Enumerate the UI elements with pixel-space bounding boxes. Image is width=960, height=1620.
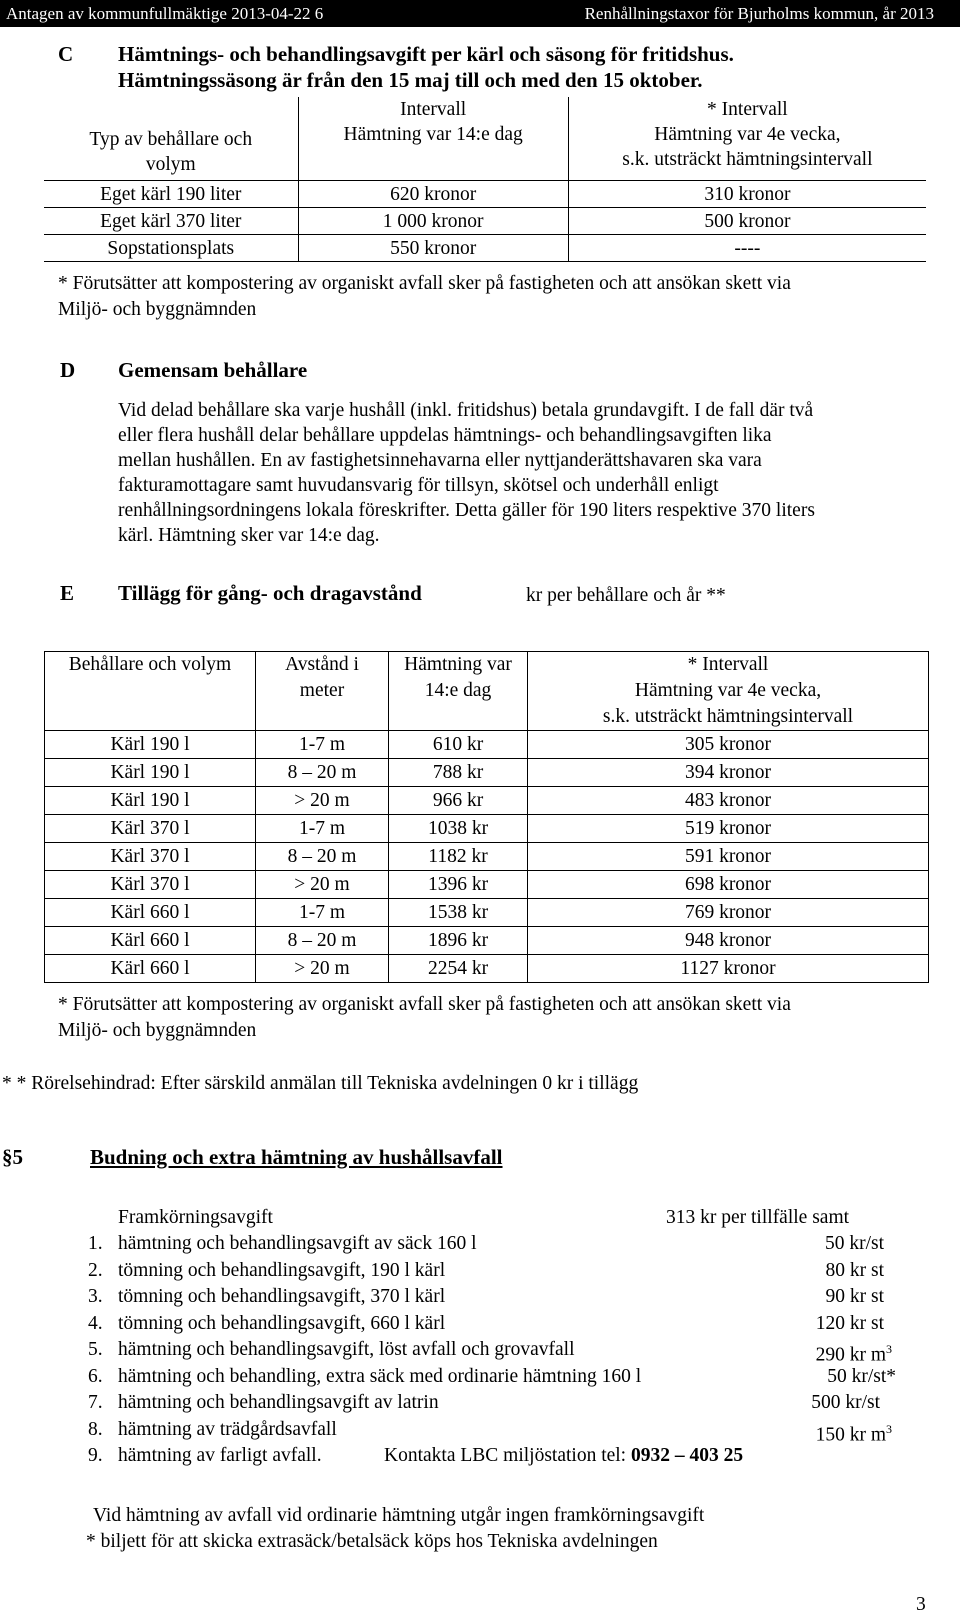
table-row: Sopstationsplats 550 kronor ---- <box>44 235 926 262</box>
section-5-title: Budning och extra hämtning av hushållsavfall <box>90 1145 503 1169</box>
table-row: Kärl 190 l 8 – 20 m 788 kr 394 kronor <box>45 759 929 787</box>
section-c-footnote-line1: * Förutsätter att kompostering av organiskt avfall sker på fastigheten och att ansökan skett via <box>58 273 791 294</box>
list-item: 3. tömning och behandlingsavgift, 370 l kärl 90 kr st <box>88 1286 884 1307</box>
section-d-title: Gemensam behållare <box>118 358 308 382</box>
table-row: Eget kärl 190 liter 620 kronor 310 kronor <box>44 181 926 208</box>
section-e-title: Tillägg för gång- och dragavstånd <box>118 581 422 605</box>
section-e-footnote-line2: Miljö- och byggnämnden <box>58 1020 257 1041</box>
section-symbol-icon: § <box>2 1145 13 1169</box>
col-header-14-day: Hämtning var 14:e dag <box>389 652 528 731</box>
table-row: Kärl 370 l 1-7 m 1038 kr 519 kronor <box>45 815 929 843</box>
section-c-letter: C <box>58 42 74 66</box>
list-item: 4. tömning och behandlingsavgift, 660 l kärl 120 kr st <box>88 1312 884 1334</box>
list-item: 8. hämtning av trädgårdsavfall 150 kr $m^3$ <box>88 1418 892 1445</box>
table-row: Kärl 370 l 8 – 20 m 1182 kr 591 kronor <box>45 843 929 871</box>
col-header-container: Behållare och volym <box>45 652 256 731</box>
section-c-title-line1: Hämtnings- och behandlingsavgift per kärl och säsong för fritidshus. <box>118 42 734 66</box>
list-item: 7. hämtning och behandlingsavgift av latrin 500 kr/st <box>88 1392 880 1413</box>
fee-value: 313 kr per tillfälle samt <box>666 1207 850 1228</box>
table-row: Kärl 660 l 8 – 20 m 1896 kr 948 kronor <box>45 927 929 955</box>
fee-label: Framkörningsavgift <box>118 1207 273 1228</box>
section-c-footnote-line2: Miljö- och byggnämnden <box>58 299 257 320</box>
section-e-footnote-line1: * Förutsätter att kompostering av organiskt avfall sker på fastigheten och att ansökan skett via <box>58 994 791 1015</box>
section-e-subtitle: kr per behållare och år ** <box>526 585 726 606</box>
page-number: 3 <box>916 1594 926 1615</box>
table-row: Kärl 190 l > 20 m 966 kr 483 kronor <box>45 787 929 815</box>
section-e-letter: E <box>60 581 75 605</box>
col-header-extended-interval: * Intervall Hämtning var 4e vecka, s.k. utsträckt hämtningsintervall <box>568 97 926 181</box>
section-e-footnote2: * * Rörelsehindrad: Efter särskild anmälan till Tekniska avdelningen 0 kr i tillägg <box>2 1073 639 1094</box>
section-d-letter: D <box>60 358 76 382</box>
list-item: 5. hämtning och behandlingsavgift, löst avfall och grovavfall 290 kr $m^3$ <box>88 1339 892 1366</box>
section-5-number: 5 <box>12 1145 23 1169</box>
table-header-row <box>45 652 929 731</box>
list-item: 1. hämtning och behandlingsavgift av säck 160 l 50 kr/st <box>88 1233 884 1254</box>
section-c-title-line2: Hämtningssäsong är från den 15 maj till och med den 15 oktober. <box>118 68 703 92</box>
table-row: Kärl 660 l 1-7 m 1538 kr 769 kronor <box>45 899 929 927</box>
col-header-container-type: Typ av behållare och volym <box>44 97 298 181</box>
list-item: 6. hämtning och behandling, extra säck med ordinarie hämtning 160 l 50 kr/st* <box>88 1365 896 1387</box>
header-left-text: Antagen av kommunfullmäktige 2013-04-22 6 <box>6 4 324 23</box>
note-no-fee: Vid hämtning av avfall vid ordinarie hämtning utgår ingen framkörningsavgift <box>93 1505 705 1526</box>
section-c-table <box>44 97 926 262</box>
table-row: Kärl 190 l 1-7 m 610 kr 305 kronor <box>45 731 929 759</box>
section-d-paragraph: Vid delad behållare ska varje hushåll (inkl. fritidshus) betala grundavgift. I de fall där två eller flera hushåll delar behållare uppdelas hämtnings- och behandlingsavgiften lika mellan hushållen. En av fastighetsinnehavarna eller nyttjanderättshavaren ska vara fakturamottagare samt huvudansvarig för tillsyn, skötsel och underhåll enligt renhållningsordningens lokala föreskrifter. Detta gäller för 190 liters respektive 370 liters kärl. Hämtning sker var 14:e dag. <box>118 400 815 546</box>
header-right-text: Renhållningstaxor för Bjurholms kommun, år 2013 <box>584 4 934 23</box>
section-5-heading <box>2 1145 23 1170</box>
table-row: Kärl 370 l > 20 m 1396 kr 698 kronor <box>45 871 929 899</box>
table-header-row <box>44 97 926 181</box>
contact-phone: 0932 – 403 25 <box>630 1445 744 1466</box>
section-e-table <box>44 651 929 983</box>
col-header-interval: Intervall Hämtning var 14:e dag <box>298 97 568 181</box>
col-header-distance: Avstånd i meter <box>256 652 389 731</box>
list-item: 9. hämtning av farligt avfall. Kontakta LBC miljöstation tel: 0932 – 403 25 <box>88 1445 744 1466</box>
col-header-extended: * Intervall Hämtning var 4e vecka, s.k. utsträckt hämtningsintervall <box>528 652 929 731</box>
page-header <box>0 0 960 27</box>
list-item: 2. tömning och behandlingsavgift, 190 l kärl 80 kr st <box>88 1259 884 1281</box>
table-row: Eget kärl 370 liter 1 000 kronor 500 kronor <box>44 208 926 235</box>
section-5-list <box>88 1231 938 1470</box>
table-row: Kärl 660 l > 20 m 2254 kr 1127 kronor <box>45 955 929 983</box>
note-ticket: * biljett för att skicka extrasäck/betalsäck köps hos Tekniska avdelningen <box>86 1531 658 1552</box>
